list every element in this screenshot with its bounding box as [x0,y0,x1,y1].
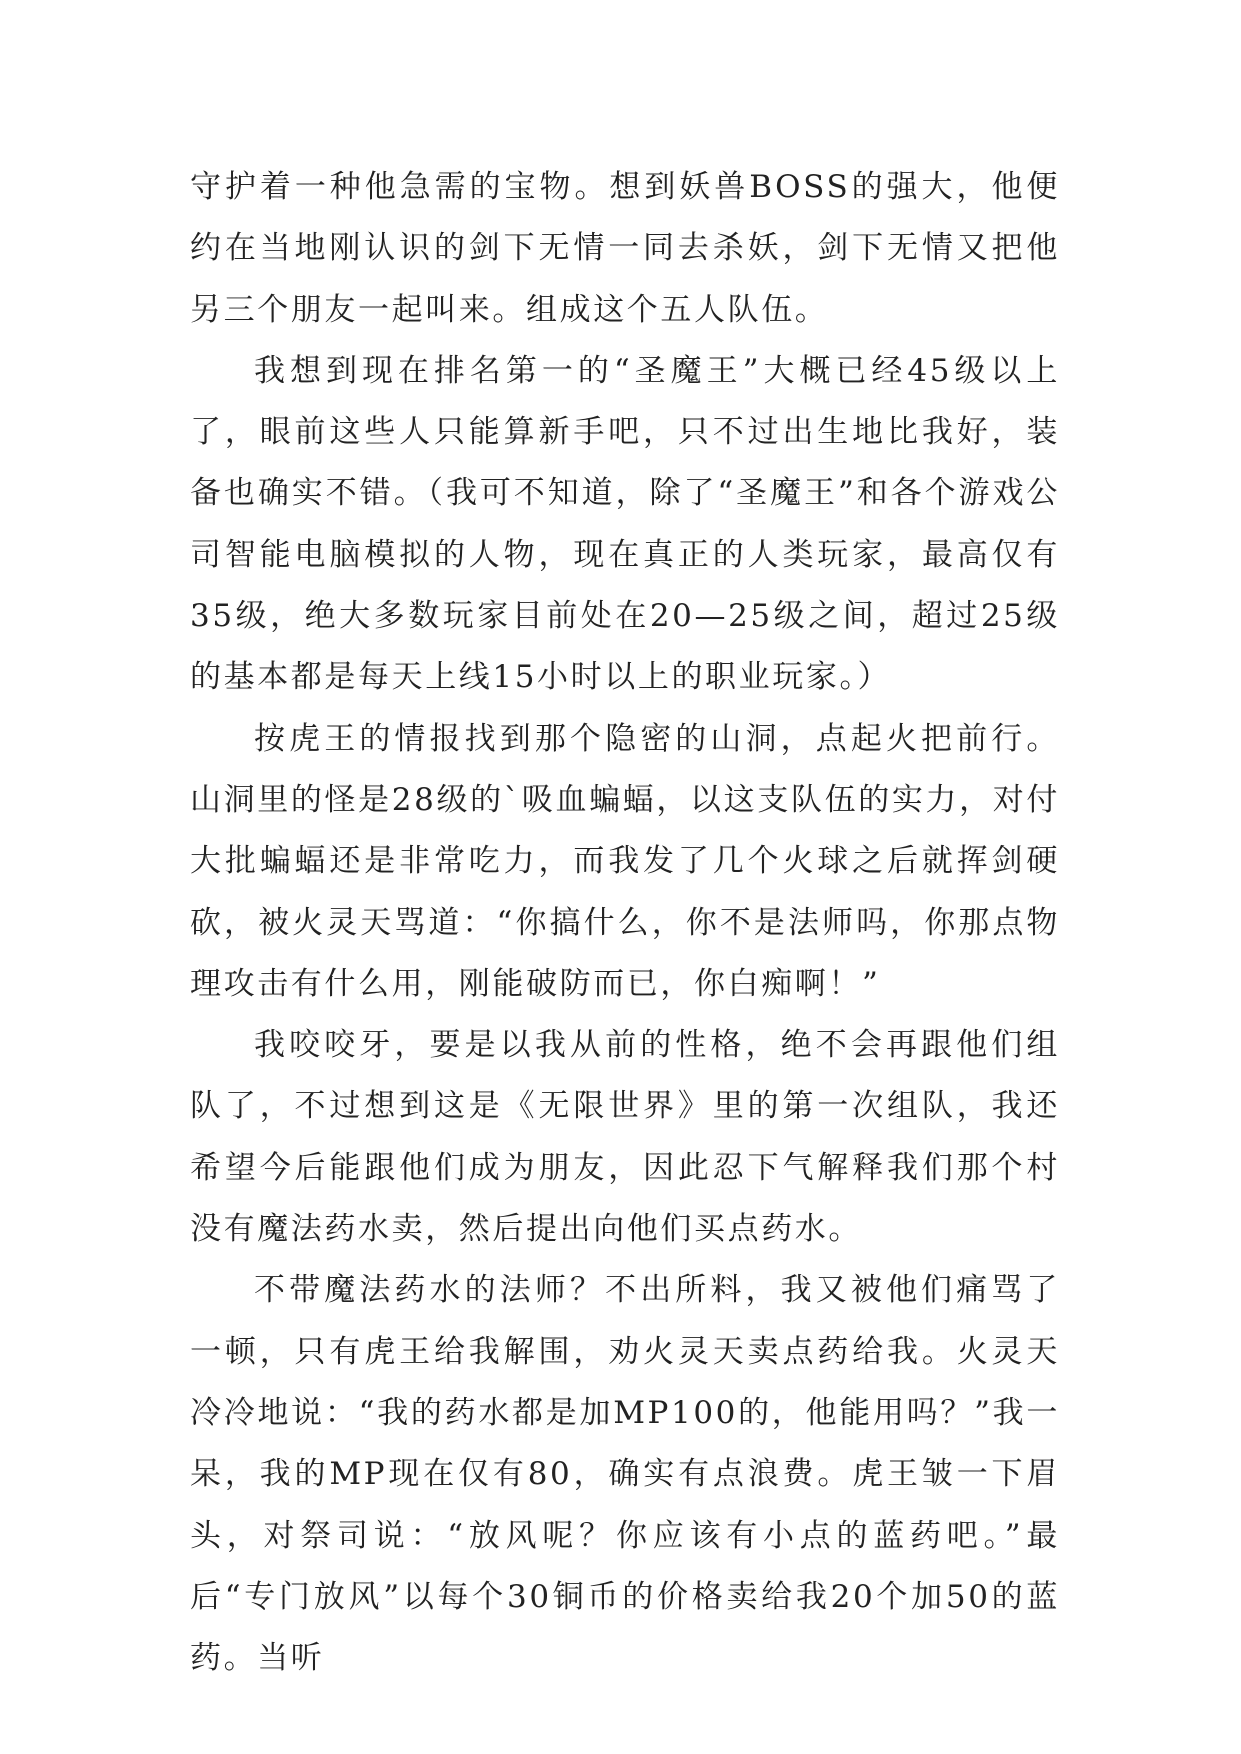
body-text [190,157,1060,1689]
paragraph: 我咬咬牙，要是以我从前的性格，绝不会再跟他们组队了，不过想到这是《无限世界》里的第一次组队，我还希望今后能跟他们成为朋友，因此忍下气解释我们那个村没有魔法药水卖，然后提出向他们买点药水。 [190,1027,1060,1248]
paragraph: 我想到现在排名第一的“圣魔王”大概已经45级以上了，眼前这些人只能算新手吧，只不过出生地比我好，装备也确实不错。（我可不知道，除了“圣魔王”和各个游戏公司智能电脑模拟的人物，现在真正的人类玩家，最高仅有35级，绝大多数玩家目前处在20—25级之间，超过25级的基本都是每天上线15小时以上的职业玩家。） [190,352,1060,696]
paragraph: 按虎王的情报找到那个隐密的山洞，点起火把前行。山洞里的怪是28级的`吸血蝙蝠，以这支队伍的实力，对付大批蝙蝠还是非常吃力，而我发了几个火球之后就挥剑硬砍，被火灵天骂道：“你搞什么，你不是法师吗，你那点物理攻击有什么用，刚能破防而已，你白痴啊！” [190,720,1060,1002]
paragraph: 守护着一种他急需的宝物。想到妖兽BOSS的强大，他便约在当地刚认识的剑下无情一同去杀妖，剑下无情又把他另三个朋友一起叫来。组成这个五人队伍。 [190,169,1060,328]
paragraph: 不带魔法药水的法师？不出所料，我又被他们痛骂了一顿，只有虎王给我解围，劝火灵天卖点药给我。火灵天冷冷地说：“我的药水都是加MP100的，他能用吗？”我一呆，我的MP现在仅有80，确实有点浪费。虎王皱一下眉头，对祭司说：“放风呢？你应该有小点的蓝药吧。”最后“专门放风”以每个30铜币的价格卖给我20个加50的蓝药。当听 [190,1272,1060,1677]
